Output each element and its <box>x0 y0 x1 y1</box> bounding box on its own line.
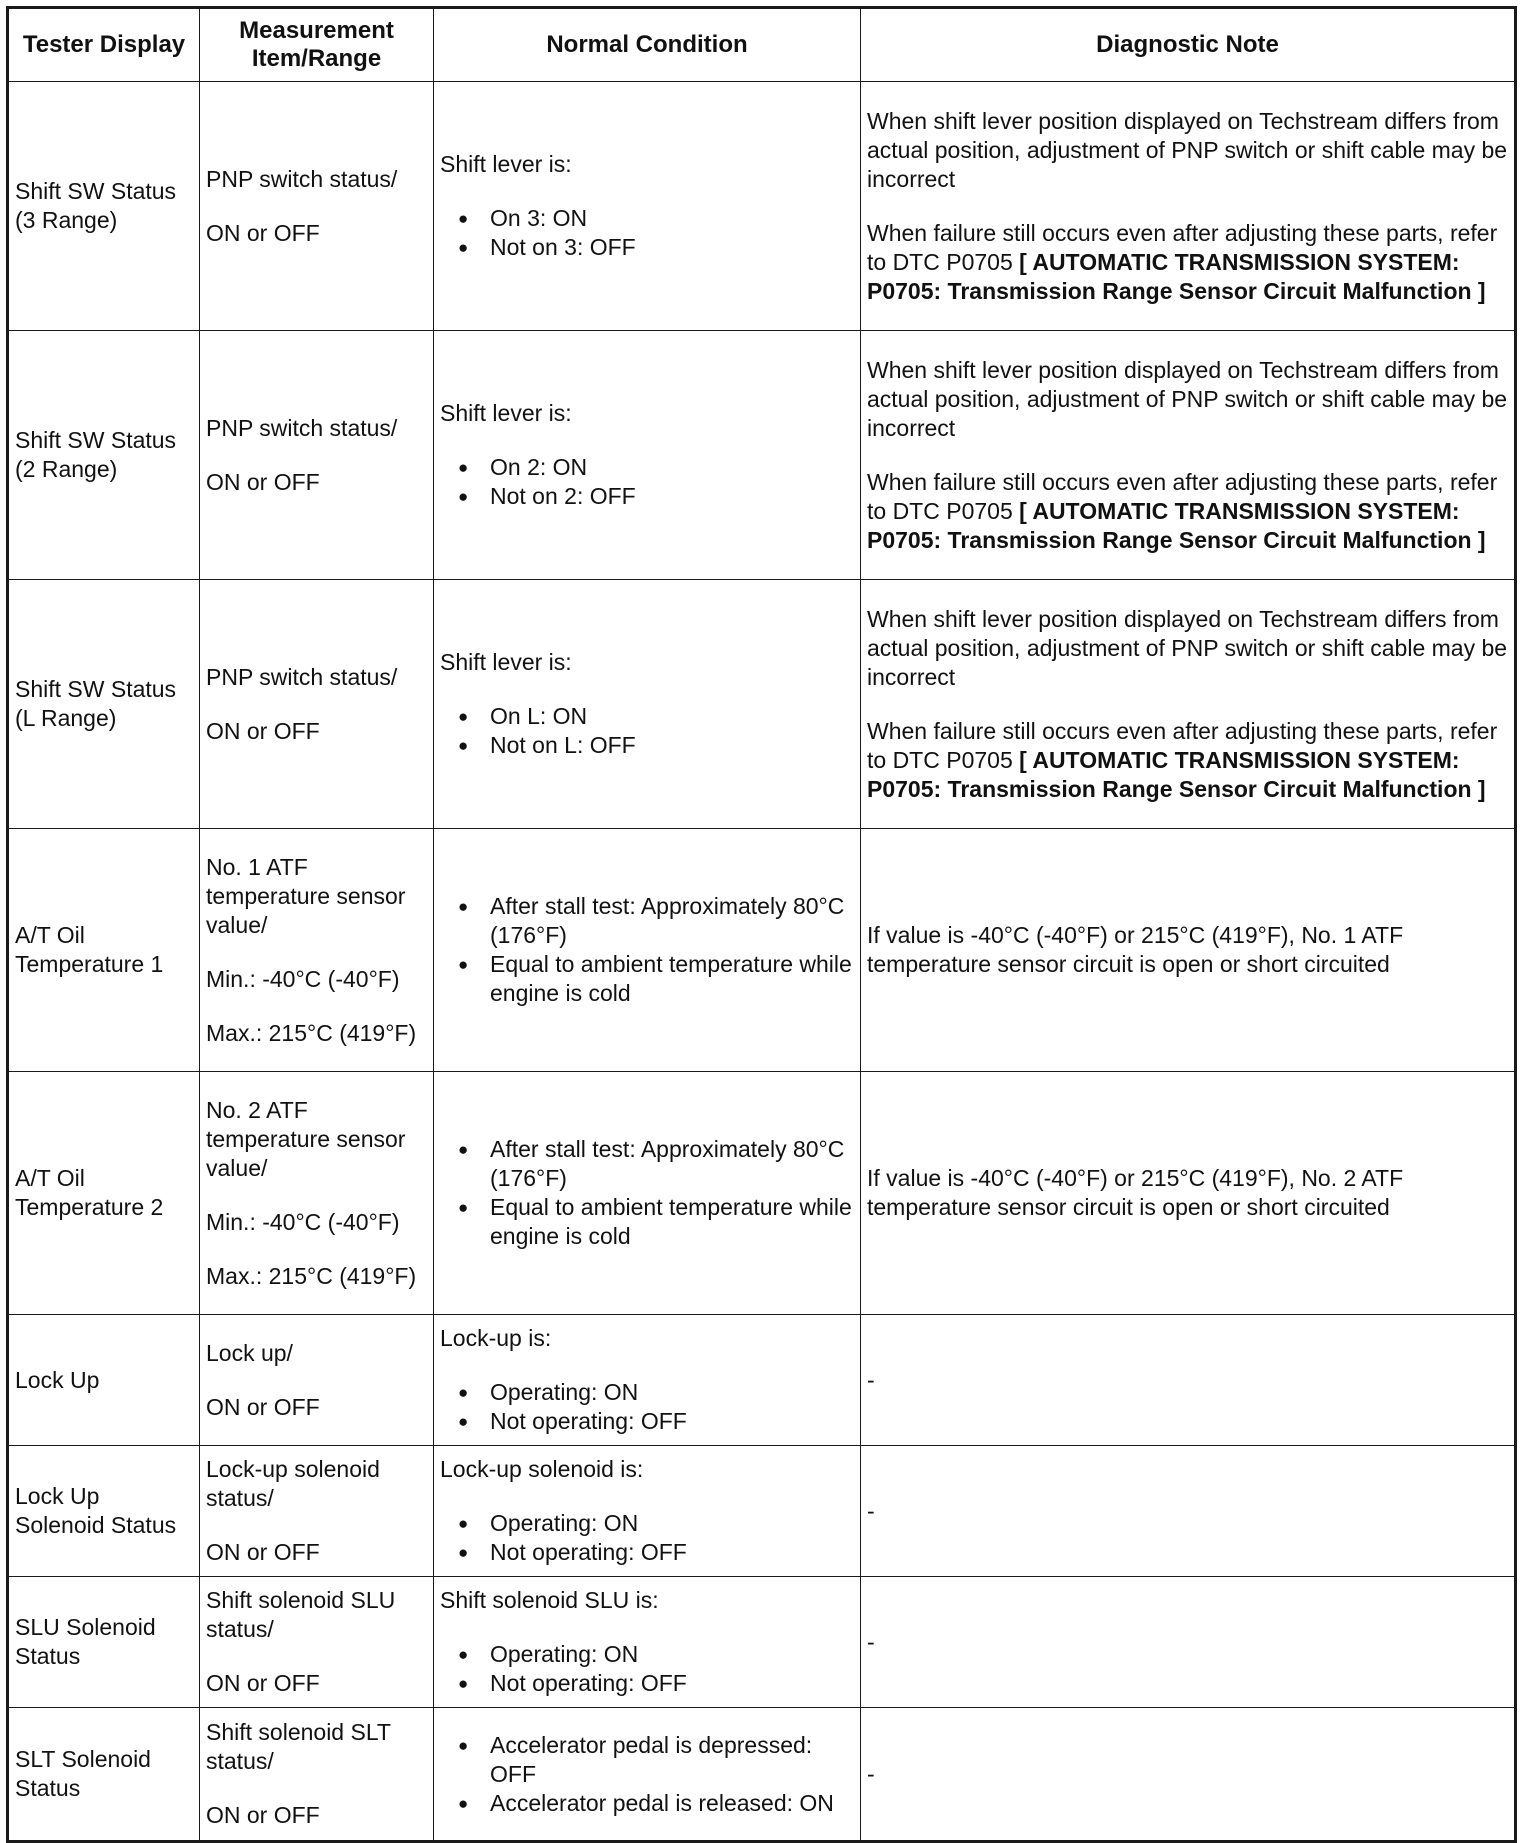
measurement-max: Max.: 215°C (419°F) <box>206 1262 417 1289</box>
dtc-reference-link[interactable]: [ AUTOMATIC TRANSMISSION SYSTEM: P0705: Transmission Range Sensor Circuit Malfunction ] <box>867 746 1486 802</box>
measurement-cell <box>200 1315 434 1446</box>
header-diagnostic-note: Diagnostic Note <box>861 8 1516 82</box>
note-refer: When failure still occurs even after adjusting these parts, refer to DTC P0705 <box>867 717 1498 773</box>
normal-condition-cell <box>434 1577 861 1708</box>
condition-list <box>440 204 854 262</box>
measurement-min: Min.: -40°C (-40°F) <box>206 965 400 992</box>
tester-display-cell: SLT Solenoid Status <box>8 1708 200 1842</box>
normal-condition-cell <box>434 331 861 580</box>
header-row <box>8 8 1516 82</box>
measurement-cell <box>200 1072 434 1315</box>
tester-display-cell: Shift SW Status (3 Range) <box>8 82 200 331</box>
normal-condition-cell <box>434 1072 861 1315</box>
condition-item: ● Not operating: OFF <box>440 1669 854 1698</box>
tester-display-cell: Lock Up <box>8 1315 200 1446</box>
table-row <box>8 1446 1516 1577</box>
condition-item: ● Accelerator pedal is depressed: OFF <box>440 1731 854 1789</box>
condition-intro: Shift lever is: <box>440 649 572 675</box>
tester-display-cell: A/T Oil Temperature 1 <box>8 829 200 1072</box>
note-text: When shift lever position displayed on Techstream differs from actual position, adjustment of PNP switch or shift cable may be incorrect <box>867 605 1508 690</box>
measurement-item: Shift solenoid SLU status/ <box>206 1587 396 1642</box>
table-row <box>8 1708 1516 1842</box>
measurement-cell <box>200 1708 434 1842</box>
tester-display-cell: Lock Up Solenoid Status <box>8 1446 200 1577</box>
header-tester-display: Tester Display <box>8 8 200 82</box>
tester-display-cell: Shift SW Status (L Range) <box>8 580 200 829</box>
measurement-range: ON or OFF <box>206 219 320 246</box>
note-refer: When failure still occurs even after adjusting these parts, refer to DTC P0705 <box>867 468 1498 524</box>
diagnostic-note-cell: If value is -40°C (-40°F) or 215°C (419°F), No. 2 ATF temperature sensor circuit is open or short circuited <box>861 1072 1516 1315</box>
condition-item: ● On 2: ON <box>440 453 854 482</box>
table-row <box>8 82 1516 331</box>
measurement-cell <box>200 1577 434 1708</box>
measurement-item: No. 2 ATF temperature sensor value/ <box>206 1096 406 1181</box>
condition-item: ● Not operating: OFF <box>440 1538 854 1567</box>
measurement-item: PNP switch status/ <box>206 165 398 192</box>
note-text <box>867 468 1508 555</box>
measurement-cell <box>200 1446 434 1577</box>
condition-list <box>440 702 854 760</box>
table-row <box>8 580 1516 829</box>
condition-item: ● Not on 3: OFF <box>440 233 854 262</box>
measurement-min: Min.: -40°C (-40°F) <box>206 1208 400 1235</box>
condition-item: ● Operating: ON <box>440 1378 854 1407</box>
condition-item: ● Not on L: OFF <box>440 731 854 760</box>
normal-condition-cell <box>434 82 861 331</box>
diagnostic-note-cell <box>861 580 1516 829</box>
measurement-range: ON or OFF <box>206 1670 320 1696</box>
condition-list <box>440 1378 854 1436</box>
normal-condition-cell <box>434 829 861 1072</box>
table-row <box>8 1577 1516 1708</box>
measurement-item: Shift solenoid SLT status/ <box>206 1719 391 1774</box>
condition-item: ● Operating: ON <box>440 1640 854 1669</box>
normal-condition-cell <box>434 1315 861 1446</box>
normal-condition-cell <box>434 1446 861 1577</box>
header-measurement: Measurement Item/Range <box>200 8 434 82</box>
condition-list <box>440 1135 854 1251</box>
note-text <box>867 219 1508 306</box>
condition-intro: Shift lever is: <box>440 151 572 177</box>
measurement-cell <box>200 580 434 829</box>
condition-item: ● Operating: ON <box>440 1509 854 1538</box>
measurement-item: Lock up/ <box>206 1339 293 1366</box>
condition-intro: Lock-up is: <box>440 1325 552 1351</box>
measurement-item: PNP switch status/ <box>206 414 398 441</box>
condition-list <box>440 1640 854 1698</box>
tester-display-cell: Shift SW Status (2 Range) <box>8 331 200 580</box>
note-text <box>867 717 1508 804</box>
header-normal-condition: Normal Condition <box>434 8 861 82</box>
condition-list <box>440 1509 854 1567</box>
condition-item: ● After stall test: Approximately 80°C (176°F) <box>440 892 854 950</box>
measurement-item: PNP switch status/ <box>206 663 398 690</box>
condition-list <box>440 1731 854 1818</box>
measurement-cell <box>200 82 434 331</box>
note-text: When shift lever position displayed on Techstream differs from actual position, adjustment of PNP switch or shift cable may be incorrect <box>867 356 1508 441</box>
condition-item: ● After stall test: Approximately 80°C (176°F) <box>440 1135 854 1193</box>
diagnostic-note-cell: - <box>861 1315 1516 1446</box>
table-row <box>8 331 1516 580</box>
table-row <box>8 829 1516 1072</box>
measurement-cell <box>200 331 434 580</box>
measurement-cell <box>200 829 434 1072</box>
diagnostic-note-cell: If value is -40°C (-40°F) or 215°C (419°F), No. 1 ATF temperature sensor circuit is open or short circuited <box>861 829 1516 1072</box>
condition-intro: Lock-up solenoid is: <box>440 1456 644 1482</box>
diagnostic-note-cell: - <box>861 1446 1516 1577</box>
note-refer: When failure still occurs even after adjusting these parts, refer to DTC P0705 <box>867 219 1498 275</box>
normal-condition-cell <box>434 1708 861 1842</box>
dtc-reference-link[interactable]: [ AUTOMATIC TRANSMISSION SYSTEM: P0705: Transmission Range Sensor Circuit Malfunction ] <box>867 497 1486 553</box>
condition-intro: Shift lever is: <box>440 400 572 426</box>
condition-item: ● Equal to ambient temperature while engine is cold <box>440 1193 854 1251</box>
tester-display-cell: SLU Solenoid Status <box>8 1577 200 1708</box>
condition-list <box>440 892 854 1008</box>
measurement-range: ON or OFF <box>206 717 320 744</box>
condition-list <box>440 453 854 511</box>
condition-item: ● Not operating: OFF <box>440 1407 854 1436</box>
measurement-range: ON or OFF <box>206 468 320 495</box>
table-row <box>8 1315 1516 1446</box>
condition-item: ● Accelerator pedal is released: ON <box>440 1789 854 1818</box>
table-row <box>8 1072 1516 1315</box>
condition-item: ● Equal to ambient temperature while engine is cold <box>440 950 854 1008</box>
measurement-range: ON or OFF <box>206 1802 320 1828</box>
condition-item: ● Not on 2: OFF <box>440 482 854 511</box>
condition-item: ● On 3: ON <box>440 204 854 233</box>
measurement-item: No. 1 ATF temperature sensor value/ <box>206 853 406 938</box>
condition-intro: Shift solenoid SLU is: <box>440 1587 659 1613</box>
condition-item: ● On L: ON <box>440 702 854 731</box>
normal-condition-cell <box>434 580 861 829</box>
diagnostic-note-cell: - <box>861 1708 1516 1842</box>
measurement-range: ON or OFF <box>206 1539 320 1565</box>
data-list-table <box>6 6 1517 1843</box>
diagnostic-note-cell <box>861 331 1516 580</box>
diagnostic-note-cell <box>861 82 1516 331</box>
measurement-item: Lock-up solenoid status/ <box>206 1456 380 1511</box>
diagnostic-note-cell: - <box>861 1577 1516 1708</box>
dtc-reference-link[interactable]: [ AUTOMATIC TRANSMISSION SYSTEM: P0705: Transmission Range Sensor Circuit Malfunction ] <box>867 248 1486 304</box>
measurement-range: ON or OFF <box>206 1393 320 1420</box>
note-text: When shift lever position displayed on Techstream differs from actual position, adjustment of PNP switch or shift cable may be incorrect <box>867 107 1508 192</box>
measurement-max: Max.: 215°C (419°F) <box>206 1019 417 1046</box>
tester-display-cell: A/T Oil Temperature 2 <box>8 1072 200 1315</box>
